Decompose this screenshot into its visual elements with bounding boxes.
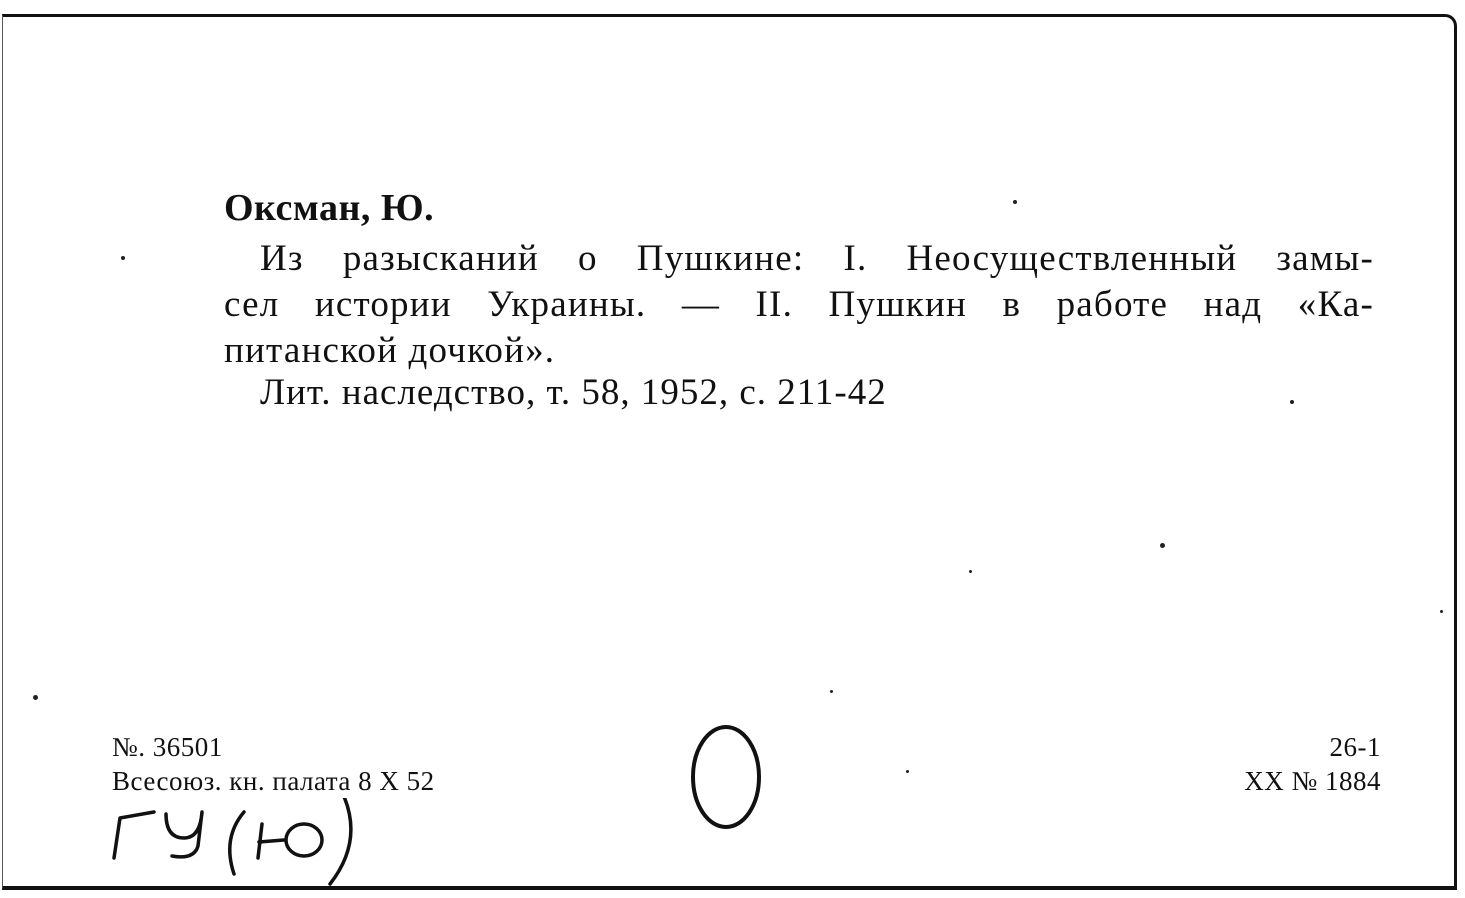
author-heading: Оксман, Ю. xyxy=(224,187,435,229)
classification-info xyxy=(1244,730,1381,798)
series-number: XX № 1884 xyxy=(1244,766,1381,796)
title-line: питанской дочкой». xyxy=(224,330,556,371)
classification-code: 26-1 xyxy=(1329,732,1381,762)
title-line: Из разысканий о Пушкине: I. Неосуществленный замы- xyxy=(260,238,1374,279)
scan-speck xyxy=(1160,543,1165,548)
scan-speck xyxy=(1290,400,1294,404)
scan-speck xyxy=(121,256,125,260)
scan-speck xyxy=(33,695,38,700)
work-title xyxy=(224,236,1374,374)
registration-info xyxy=(112,730,435,798)
scan-speck xyxy=(1013,200,1017,204)
scan-speck xyxy=(906,770,909,773)
source-citation: Лит. наследство, т. 58, 1952, с. 211-42 xyxy=(260,372,887,413)
registration-number: №. 36501 xyxy=(112,732,223,762)
letter-o-mark xyxy=(688,722,768,834)
scan-speck xyxy=(830,690,833,693)
scan-speck xyxy=(1440,610,1443,613)
book-chamber-date: Всесоюз. кн. палата 8 X 52 xyxy=(112,766,435,796)
scan-speck xyxy=(969,570,972,573)
handwritten-note-gu-yu xyxy=(104,798,374,888)
title-line: сел истории Украины. — II. Пушкин в работе над «Ка- xyxy=(224,284,1374,325)
